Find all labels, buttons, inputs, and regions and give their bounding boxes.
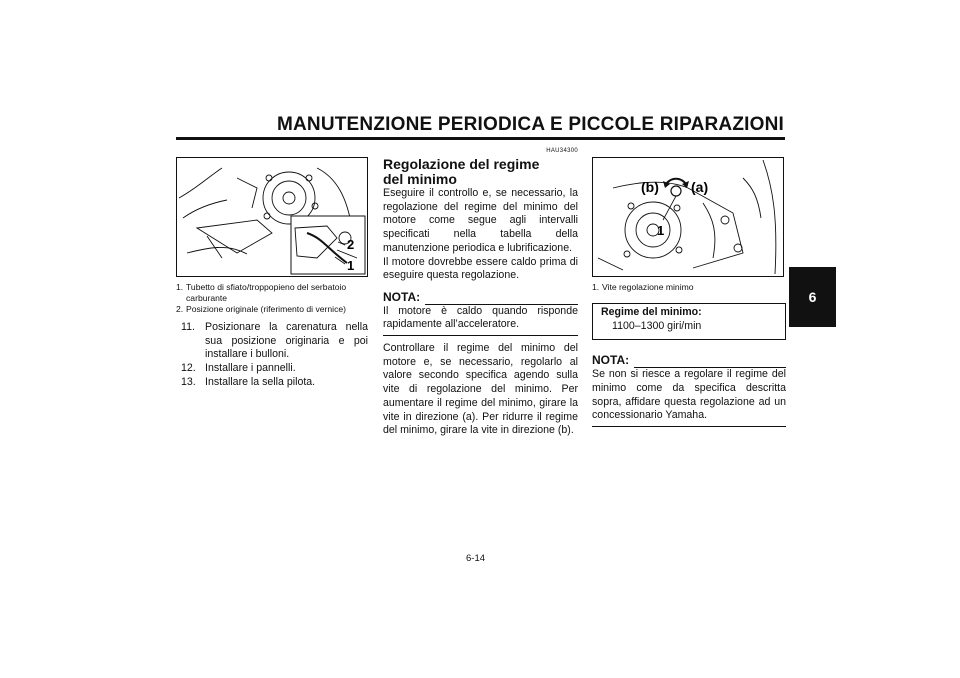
figure-caption bbox=[592, 282, 786, 293]
idle-screw-illustration bbox=[592, 157, 784, 277]
left-column bbox=[176, 157, 368, 390]
section-title: Regolazione del regime del minimo bbox=[383, 156, 540, 187]
intro-paragraph: Eseguire il controllo e, se necessario, la regolazione del regime del minimo del motore come segue agli intervalli specificati nella tabella della manutenzione periodica e lubrificazione. bbox=[383, 187, 578, 254]
nota-rule bbox=[634, 357, 786, 368]
spec-box bbox=[592, 303, 786, 340]
step-item: 12. Installare i pannelli. bbox=[181, 362, 296, 375]
callout-1: 1 bbox=[657, 223, 665, 238]
right-column bbox=[592, 157, 786, 433]
header-rule bbox=[176, 137, 785, 140]
intro-paragraph-2: Il motore dovrebbe essere caldo prima di eseguire questa regolazione. bbox=[383, 255, 578, 282]
nota-heading: NOTA: bbox=[383, 291, 578, 305]
page-header-title: MANUTENZIONE PERIODICA E PICCOLE RIPARAZIONI bbox=[276, 114, 784, 135]
reference-code: HAU34300 bbox=[546, 148, 578, 154]
direction-a-label: (a) bbox=[691, 179, 709, 195]
spec-label: Regime del minimo: bbox=[601, 306, 702, 318]
direction-b-label: (b) bbox=[641, 179, 659, 195]
breather-hose-illustration bbox=[176, 157, 368, 277]
caption-item: 2. Posizione originale (riferimento di vernice) bbox=[176, 304, 347, 314]
nota-rule bbox=[425, 294, 578, 305]
nota-heading: NOTA: bbox=[592, 354, 786, 368]
middle-column bbox=[383, 147, 578, 438]
spec-value: 1100–1300 giri/min bbox=[612, 319, 702, 332]
nota-text: Se non si riesce a regolare il regime del minimo come da specifica descritta sopra, affidare questa regolazione ad un concessionario Yamaha. bbox=[592, 368, 786, 422]
step-item: 13. Installare la sella pilota. bbox=[181, 375, 316, 388]
page-number: 6-14 bbox=[466, 553, 486, 564]
step-item: 11. Posizionare la carenatura nella sua posizione originaria e poi installare i bulloni. bbox=[181, 321, 368, 361]
figure-caption bbox=[176, 282, 368, 315]
body-paragraph: Controllare il regime del minimo del motore e, se necessario, regolarlo al valore secondo specifica agendo sulla vite di regolazione del minimo. Per aumentare il regime del minimo, girare la vite in direzione (a). Per ridurre il regime del minimo, girare la vite in direzione (b). bbox=[383, 342, 578, 437]
nota-end-rule bbox=[592, 426, 786, 427]
nota-text: Il motore è caldo quando risponde rapidamente all’acceleratore. bbox=[383, 304, 578, 331]
callout-1: 1 bbox=[347, 258, 355, 273]
caption-item: 1. Tubetto di sfiato/troppopieno del serbatoio carburante bbox=[176, 282, 347, 303]
callout-2: 2 bbox=[347, 237, 355, 252]
nota-end-rule bbox=[383, 335, 578, 336]
chapter-tab: 6 bbox=[789, 267, 836, 327]
caption-item: 1. Vite regolazione minimo bbox=[592, 282, 694, 292]
steps-list bbox=[176, 321, 368, 390]
